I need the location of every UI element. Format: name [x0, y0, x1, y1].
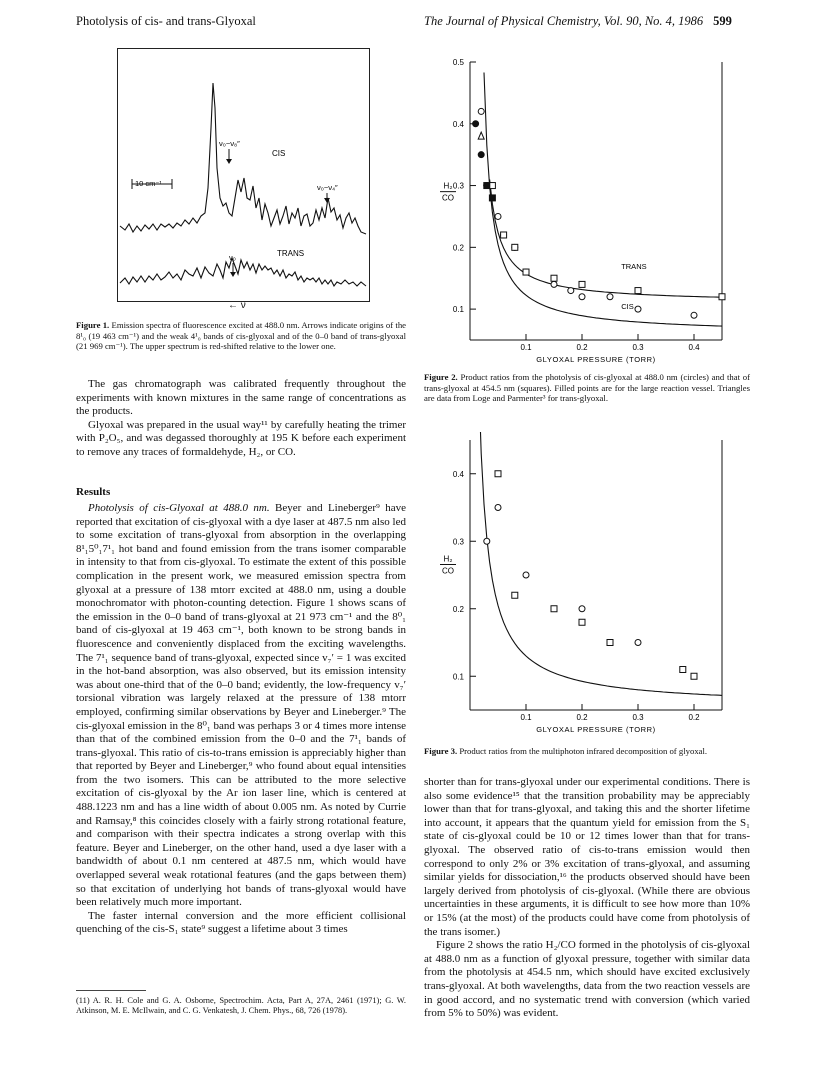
paragraph-glyoxal-prep: Glyoxal was prepared in the usual way¹¹ by carefully heating the trimer with P₂O₅, and was degassed thoroughly at 195 K before each experiment to remove any traces of formaldehyde, H₂, or CO.	[76, 418, 406, 458]
data-point-circle	[607, 294, 613, 300]
y-tick-label: 0.2	[452, 243, 464, 253]
data-point-square	[512, 592, 518, 598]
figure-1-label: Figure 1.	[76, 320, 110, 330]
data-point-circle	[551, 281, 557, 287]
label-nu0-nu4: ν₀−ν₄″	[317, 183, 338, 192]
data-point-circle	[579, 294, 585, 300]
label-cis: CIS	[272, 149, 286, 158]
figure-1-caption	[76, 320, 406, 352]
left-column-intro	[76, 378, 406, 460]
y-tick-label: 0.2	[452, 604, 464, 614]
y-axis-title-bottom: CO	[442, 193, 454, 203]
nu-axis-label: ← ν	[228, 300, 246, 311]
data-point-circle	[495, 213, 501, 219]
running-head-right	[424, 14, 732, 29]
x-tick-label: 0.2	[688, 713, 700, 722]
label-trans: TRANS	[277, 249, 305, 258]
page-number: 599	[713, 14, 732, 28]
figure-1-spectra	[117, 48, 370, 302]
figure-3-label: Figure 3.	[424, 746, 458, 756]
data-point-square	[489, 195, 495, 201]
figure-3-caption	[424, 746, 750, 757]
label-scale: 10 cm⁻¹	[135, 179, 162, 188]
x-axis-title: GLYOXAL PRESSURE (TORR)	[536, 355, 656, 364]
data-point-square	[484, 183, 490, 189]
data-point-triangle	[478, 132, 484, 139]
label-nu0-nu8: ν₀−ν₈″	[219, 139, 240, 148]
paragraph-photolysis-text: Beyer and Lineberger⁹ have reported that excitation of cis-glyoxal with a dye laser at 487.5 nm also led to some excitation of trans-glyoxal from absorption in the overlapping 8¹₁5⁰₁7¹₁ hot band and found emission from the trans isomer comparable in intensity to that from cis-glyoxal. To estimate the extent of this possible complication in the present work, we measured emission spectra from glyoxal at a pressure of 138 mtorr excited at 488.0 nm, using a double monochromator with photon-counting detection. Figure 1 shows scans of the emission in the 0–0 band of trans-glyoxal at 21 973 cm⁻¹ and the 8⁰₁ band of cis-glyoxal at 19 463 cm⁻¹, both known to be strong bands in fluorescence and conveniently displaced from the exciting wavelengths. The 7¹₁ sequence band of trans-glyoxal, expected since v₇′ = 1 was excited in the hot-band absorption, was also observed, but its emission intensity was about one-third that of the 0–0 band; evidently, the low-frequency v₇′ torsional vibration was largely relaxed at the pressure of 138 mtorr employed, confirming similar observations by Beyer and Lineberger.⁹ The cis-glyoxal emission in the 8⁰₁ band was perhaps 3 or 4 times more intense than that of the combined emission from the 0–0 and the 7¹₁ bands of trans-glyoxal. This ratio of cis-to-trans emission is appreciably higher than that reported by Beyer and Lineberger,⁹ who found about equal intensities from the two isomers. This can be attributed to the more selective excitation of cis-glyoxal by the Ar ion laser line, which is centered at 488.1223 nm and has a line width of about 0.005 nm. As noted by Currie and Ramsay,⁸ this coincides closely with a fairly strong rotational feature, and comparison with their spectra indicates a strong overlap with this feature. Beyer and Lineberger, on the other hand, used a dye laser with a bandwidth of about 0.1 nm centered at 487.5 nm, which would have overlapped several weak rotational features (and the gaps between them) so that excitation of underlying hot bands of trans-glyoxal would have been relatively much more important.	[76, 502, 407, 909]
data-point-square	[680, 667, 686, 673]
data-point-square	[551, 606, 557, 612]
running-head-left: Photolysis of cis- and trans-Glyoxal	[76, 14, 256, 28]
data-point-circle	[568, 288, 574, 294]
left-column-results	[76, 502, 406, 937]
data-point-square	[607, 640, 613, 646]
data-point-circle	[691, 312, 697, 318]
paragraph-internal-conversion: The faster internal conversion and the more efficient collisional quenching of the cis-S₁ state⁹ suggest a lifetime about 3 times	[76, 909, 406, 936]
data-point-square	[719, 294, 725, 300]
data-point-square	[691, 673, 697, 679]
footnote-11: (11) A. R. H. Cole and G. A. Osborne, Spectrochim. Acta, Part A, 27A, 2461 (1971); G. W. Atkinson, M. E. McIlwain, and C. G. Venkatesh, J. Chem. Phys., 68, 726 (1978).	[76, 996, 406, 1016]
x-axis-title: GLYOXAL PRESSURE (TORR)	[536, 725, 656, 734]
data-point-square	[495, 471, 501, 477]
footnote-rule	[76, 990, 146, 991]
data-point-square	[501, 232, 507, 238]
cis-fit-curve	[484, 73, 722, 327]
x-tick-label: 0.4	[688, 343, 700, 352]
y-axis-title-top: H₂	[443, 181, 453, 191]
data-point-circle	[473, 121, 479, 127]
data-point-square	[579, 619, 585, 625]
data-point-square	[579, 281, 585, 287]
y-tick-label: 0.4	[452, 119, 464, 129]
y-axis-title-bottom: CO	[442, 566, 454, 576]
trans-fit-curve	[490, 179, 722, 297]
section-title: Photolysis of cis-Glyoxal at 488.0 nm.	[88, 502, 270, 514]
y-tick-label: 0.3	[452, 537, 464, 547]
data-point-circle	[523, 572, 529, 578]
right-column-text	[424, 776, 750, 1021]
y-tick-label: 0.5	[452, 58, 464, 67]
data-point-square	[551, 275, 557, 281]
figure-1-caption-text: Emission spectra of fluorescence excited at 488.0 nm. Arrows indicate origins of the 8¹₀ (19 463 cm⁻¹) and the weak 4¹₀ bands of cis-glyoxal and of the 0–0 band of trans-glyoxal (21 969 cm⁻¹). The upper spectrum is red-shifted relative to the lower one.	[76, 320, 407, 352]
cis-spectrum-trace	[120, 83, 366, 234]
paragraph-figure-2: Figure 2 shows the ratio H₂/CO formed in the photolysis of cis-glyoxal at 488.0 nm as a function of glyoxal pressure, together with similar data from the photolysis at 454.5 nm, which should have excited exclusively trans-glyoxal. At both wavelengths, data from the two reaction vessels are in good accord, and no systematic trend with conversion (which varied from 5% to 50%) was evident.	[424, 939, 750, 1020]
x-tick-label: 0.2	[576, 713, 588, 722]
data-point-circle	[478, 152, 484, 158]
data-point-circle	[579, 606, 585, 612]
data-point-circle	[478, 108, 484, 114]
x-tick-label: 0.1	[520, 713, 532, 722]
label-nu0: ν₀	[229, 253, 236, 262]
x-tick-label: 0.3	[632, 713, 644, 722]
data-point-circle	[495, 505, 501, 511]
y-tick-label: 0.3	[452, 181, 464, 191]
y-axis-title-top: H₂	[443, 554, 453, 564]
curve-label-cis: CIS	[621, 302, 634, 312]
results-heading: Results	[76, 486, 111, 498]
y-tick-label: 0.4	[452, 469, 464, 479]
curve-label-trans: TRANS	[621, 261, 647, 271]
data-point-circle	[484, 538, 490, 544]
x-tick-label: 0.1	[520, 343, 532, 352]
paragraph-calibration: The gas chromatograph was calibrated frequently throughout the experiments with known mixtures in the same range of concentrations as the products.	[76, 378, 406, 418]
paragraph-quantum-yield: shorter than for trans-glyoxal under our experimental conditions. There is also some evidence¹⁵ that the transition probability may be appreciably lower than that for trans-glyoxal, and taking this and the shorter lifetime into account, it appears that the quantum yield for emission from the S₁ state of cis-glyoxal could be 10 or 12 times lower than that for trans-glyoxal. The observed ratio of cis-to-trans emission would then correspond to only 2% or 3% excitation of trans-glyoxal, and assuming similar yields for dissociation,¹⁶ the products observed should have been largely derived from photolysis of cis-glyoxal. (While there are obvious uncertainties in these arguments, it is difficult to see how more than 10% or 15% (at the most) of the products could have come from photolysis of the trans isomer.)	[424, 776, 750, 938]
y-tick-label: 0.1	[452, 305, 464, 315]
figure-2-chart	[440, 52, 740, 372]
x-tick-label: 0.2	[576, 343, 588, 352]
paragraph-photolysis	[76, 502, 406, 910]
figure-2-caption	[424, 372, 750, 404]
trans-spectrum-trace	[120, 258, 366, 286]
data-point-circle	[635, 306, 641, 312]
data-point-square	[635, 288, 641, 294]
figure-2-label: Figure 2.	[424, 372, 458, 382]
figure-3-caption-text: Product ratios from the multiphoton infrared decomposition of glyoxal.	[459, 746, 708, 756]
data-point-square	[523, 269, 529, 275]
figure-2-caption-text: Product ratios from the photolysis of cis-glyoxal at 488.0 nm (circles) and that of trans-glyoxal at 454.5 nm (squares). Filled points are for the large reaction vessel. Triangles are data from Loge and Parmenter³ for trans-glyoxal.	[424, 372, 750, 404]
x-tick-label: 0.3	[632, 343, 644, 352]
data-point-circle	[635, 640, 641, 646]
y-tick-label: 0.1	[452, 672, 464, 682]
figure-3-chart	[440, 432, 740, 742]
data-point-square	[512, 244, 518, 250]
fit-curve	[478, 432, 722, 695]
journal-citation: The Journal of Physical Chemistry, Vol. 90, No. 4, 1986	[424, 14, 704, 28]
